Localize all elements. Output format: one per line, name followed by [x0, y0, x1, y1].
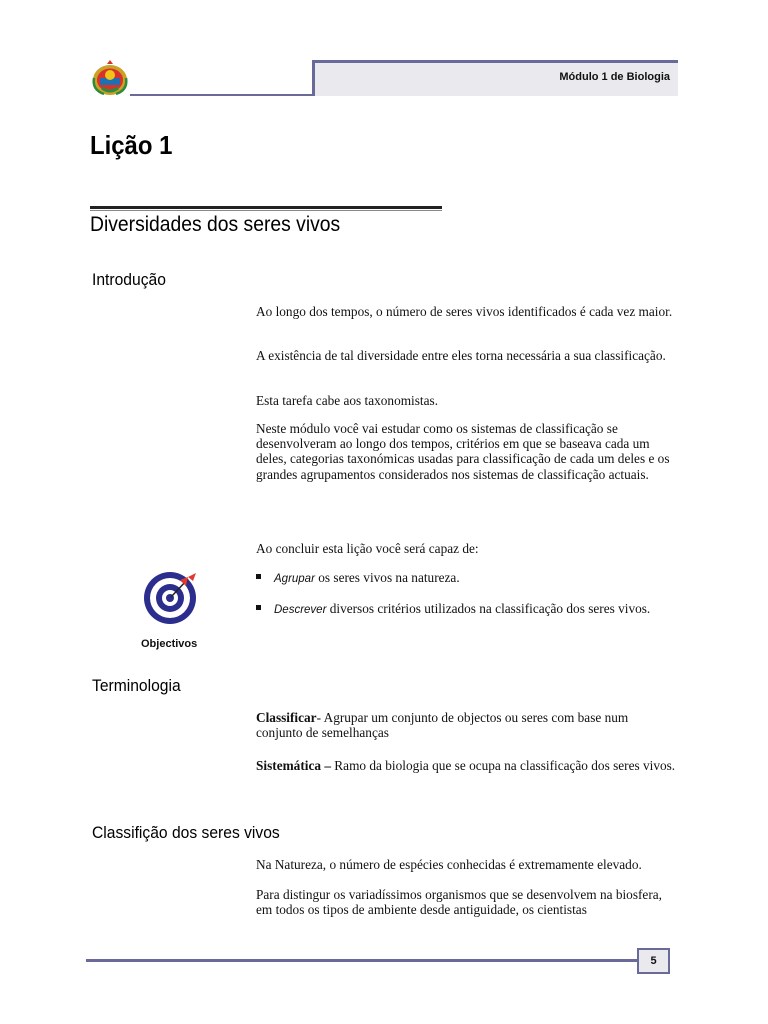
objectives-list — [256, 570, 686, 618]
intro-heading: Introdução — [92, 270, 166, 289]
objective-verb: Agrupar — [274, 573, 315, 585]
intro-paragraph: Neste módulo você vai estudar como os sistemas de classificação se desenvolveram ao longo dos tempos, critérios em que se baseava cada um deles, categorias taxonómicas usadas para classificação de cada um deles e os grandes agrupamentos considerados nos sistemas de classificação actuais. — [256, 421, 670, 482]
coat-of-arms-icon — [88, 58, 132, 98]
section-title: Diversidades dos seres vivos — [90, 213, 341, 236]
classification-paragraph: Na Natureza, o número de espécies conhecidas é extremamente elevado. — [256, 857, 642, 872]
objectives-lead: Ao concluir esta lição você será capaz de: — [256, 541, 479, 556]
term-text: Ramo da biologia que se ocupa na classificação dos seres vivos. — [330, 758, 676, 773]
objective-item — [256, 570, 686, 587]
bullet-icon — [256, 605, 261, 610]
header-divider — [130, 94, 314, 96]
term-definition — [256, 710, 678, 740]
term-definition — [256, 755, 678, 777]
classification-heading: Classifição dos seres vivos — [92, 823, 280, 842]
section-rule — [90, 206, 442, 209]
intro-paragraph: A existência de tal diversidade entre eles torna necessária a sua classificação. — [256, 348, 666, 363]
objectives-label: Objectivos — [141, 638, 198, 650]
term-text: - Agrupar um conjunto de objectos ou seres com base num conjunto de semelhanças — [256, 710, 629, 741]
objective-text: os seres vivos na natureza. — [314, 570, 460, 585]
section-rule-thin — [90, 210, 442, 211]
intro-paragraph: Esta tarefa cabe aos taxonomistas. — [256, 393, 439, 408]
page-number: 5 — [637, 948, 670, 974]
bullet-icon — [256, 574, 261, 579]
term-name: Sistemática – — [256, 758, 331, 773]
objective-verb: Descrever — [274, 604, 327, 616]
terminology-heading: Terminologia — [92, 676, 181, 695]
objective-text: diversos critérios utilizados na classificação dos seres vivos. — [326, 601, 651, 616]
term-name: Classificar — [256, 710, 317, 725]
footer-divider — [86, 959, 638, 962]
intro-paragraph: Ao longo dos tempos, o número de seres vivos identificados é cada vez maior. — [256, 304, 673, 319]
module-title: Módulo 1 de Biologia — [559, 71, 670, 83]
classification-paragraph: Para distingur os variadíssimos organismos que se desenvolvem na biosfera, em todos os tipos de ambiente desde antiguidade, os cientistas — [256, 887, 662, 918]
header-bar — [312, 60, 678, 96]
target-icon — [142, 570, 202, 626]
lesson-title: Lição 1 — [90, 130, 173, 160]
objective-item — [256, 601, 686, 618]
